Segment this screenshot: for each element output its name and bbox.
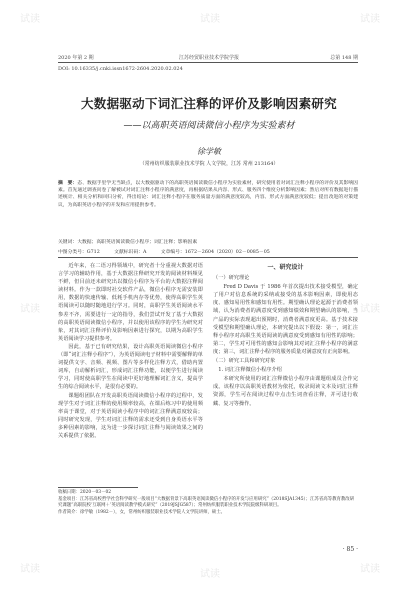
watermark-text: 试读 bbox=[360, 14, 380, 25]
abstract-text: 态、数据手里学无当缺点，以大数据驱动下的高职英语阅读微信小程序为实验素材，研究使用者对词汇注释小程序的评价及其影响因素。首先通过调查问卷了解被试对词汇注释小程序的满意度，再根据结果从内容、形式、服务四个维度分析影响因素；然后对所有数据进行描述统计、相关分析和回归分析，得出结论：词汇注释小程序在服务质量方面的满意度较高，内容、形式方面满意度较低；提出改进的对策建议，为高职英语小程序的开发和应用提供参考。 bbox=[58, 181, 358, 208]
article-subtitle: ——以高职英语阅读微信小程序为实验素材 bbox=[123, 121, 295, 131]
header-rule bbox=[58, 62, 358, 63]
author-bio: 作者简介：徐学敏（1982－），女，常州纺织服装职业技术学院人文学院讲师，硕士。 bbox=[58, 509, 226, 515]
abstract-label: 摘 要： bbox=[58, 180, 78, 186]
paragraph: Fred D Davis 于 1986 年首次提出技术接受模型，确定了用户对信息系统的采纳或接受的基本影响因素，即使用态度、感知易用性和感知有用性。期望确认理论起源于消费者领域，认为消费者的满意度受到感知绩效和期望确认的影响，当产品的实际表现超出预期时，消费者满意度更高。基于技术接受模型和期望确认理论，本研究提出以下假设：第一，词汇注释小程序对高职生英语阅读的满意度受到感知有用性的影响；第二，学生对可用性的感知会影响其对词汇注释小程序的满意度；第三，词汇注释小程序的服务质量对满意度有正向影响。 bbox=[213, 284, 358, 355]
doi-line: DOI: 10.16335/j.cnki.issn1672-2604.2020.02.024 bbox=[58, 66, 183, 72]
paragraph: 近年来，在二语习得领域中，研究者十分重视大数据对语言学习的辅助作用，基于大数据注释研究开发的阅读材料频见不鲜，但目前还未研究出以微信小程序为平台的大数据注释阅读材料。作为一款即时社交软件产品，微信小程序无需安装即用，数据的快速传输、低耗手机内存等优势，使得高职学生英语阅读可以随时随地进行学习。同时，高职学生英语阅读水平参差不齐，需要进行一定的指导，我们尝试开发了基于大数据的高职英语阅读微信小程序，并以使用该程序的学生为研究对象，对其词汇注释评价及影响因素进行探究，以期为高职学生英语阅读学习提供参考。 bbox=[58, 263, 203, 342]
watermark-text: 试读 bbox=[360, 564, 380, 575]
page-number: · 85 · bbox=[342, 546, 358, 553]
paragraph: 课题组团队在开发高职英语阅读微信小程序的过程中，发现学生对于词汇注释的使用频率较高，在课后练习中的使用频率高于课堂，对于英语阅读小程序中的词汇注释满意度较高；同时研究发现，学生对词汇注释的需求还受到自身英语水平等多种因素的影响，这为进一步探讨词汇注释与阅读效果之间的关系提供了依据。 bbox=[58, 392, 203, 439]
body-left-column bbox=[58, 262, 203, 482]
section-heading: 1. 词汇注释微信小程序介绍 bbox=[218, 367, 282, 374]
total-issue-label: 总第 148 期 bbox=[330, 55, 358, 61]
issue-label: 2020 年第 2 期 bbox=[58, 55, 94, 61]
abstract bbox=[58, 180, 358, 209]
author-name: 徐学敏 bbox=[197, 147, 221, 156]
author-affiliation: （常州纺织服装职业技术学院 人文学院，江苏 常州 213164） bbox=[139, 161, 279, 167]
abstract-rule bbox=[58, 257, 358, 258]
watermark-text: 试读 bbox=[20, 14, 40, 25]
paragraph: 本研究所使用的词汇注释微信小程序由课题组成员合作完成。该程序以高职英语教材为依托，收录阅读文本及词汇注释资源，学生可在阅读过程中点击生词查看注释，并可进行收藏、复习等操作。 bbox=[213, 376, 358, 407]
fund-info: 基金项目：江苏省高校哲学社会科学研究一般项目“大数据背景下高职英语阅读微信小程序的开发与应用研究”（2018SJA1345）；江苏省高等教育教改研究课题“高职院校‘互联网＋’英语阅读教学模式研究”（2019JSJG587）；常州纺织服装职业技术学院院级科研项目。 bbox=[58, 496, 355, 508]
body-right-column bbox=[213, 262, 358, 482]
footnotes bbox=[58, 490, 358, 516]
received-date: 收稿日期：2020－03－02 bbox=[58, 490, 112, 495]
section-heading: （二）研究工具和研究对象 bbox=[213, 358, 276, 365]
journal-name: 江苏经贸职业技术学院学报 bbox=[178, 55, 239, 61]
section-heading: （一）研究理论 bbox=[213, 275, 250, 282]
paragraph: 因此，基于已有研究结果，设计高职英语阅读微信小程序（即“词汇注释小程序”），为英语阅读电子材料中需要解释的单词提供文字、音频、视频、图片等多样化注释方式，借助内置词库，自动解析词汇，形成词汇注释功能，以便学生进行阅读学习，同时使高职学生在阅读中更好地理解词汇含义，提高学生的综合阅读水平，是很有必要的。 bbox=[58, 343, 203, 391]
classification-line: 中图分类号：G712 文献标识码：A 文章编号：1672－2604（2020）02－0085－05 bbox=[58, 250, 270, 255]
watermark-text: 试读 bbox=[200, 569, 220, 580]
watermark-text: 试读 bbox=[200, 14, 220, 25]
article-title: 大数据驱动下词汇注释的评价及影响因素研究 bbox=[80, 96, 337, 111]
watermark-text: 试读 bbox=[360, 304, 380, 315]
keywords: 关键词：大数据；高职英语阅读微信小程序；词汇注释；影响因素 bbox=[58, 240, 198, 245]
section-heading: 一、研究设计 bbox=[267, 264, 304, 271]
footnote-rule bbox=[58, 487, 138, 488]
watermark-text: 试读 bbox=[20, 564, 40, 575]
watermark-text: 试读 bbox=[20, 304, 40, 315]
